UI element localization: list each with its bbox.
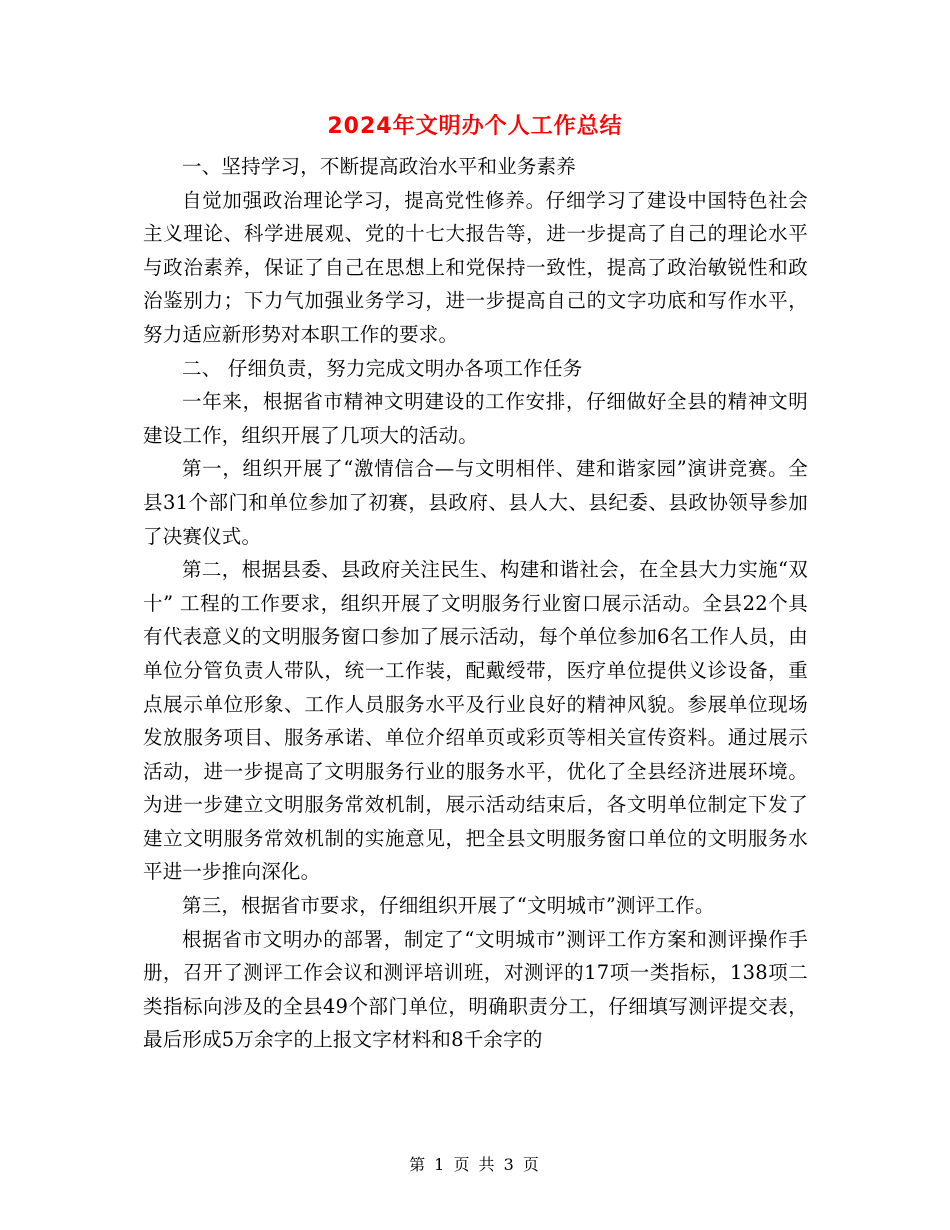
section-heading-2: 二、 仔细负责，努力完成文明办各项工作任务 [182, 356, 583, 380]
paragraph: 第二，根据县委、县政府关注民生、构建和谐社会，在全县大力实施“双十” 工程的工作要求，组织开展了文明服务行业窗口展示活动。全县22个具有代表意义的文明服务窗口参加了展示活动，每个单位参加6名工作人员，由单位分管负责人带队，统一工作装，配戴绶带，医疗单位提供义诊设备，重点展示单位形象、工作人员服务水平及行业良好的精神风貌。参展单位现场发放服务项目、服务承诺、单位介绍单页或彩页等相关宣传资料。通过展示活动，进一步提高了文明服务行业的服务水平，优化了全县经济进展环境。为进一步建立文明服务常效机制，展示活动结束后，各文明单位制定下发了建立文明服务常效机制的实施意见，把全县文明服务窗口单位的文明服务水平进一步推向深化。 [143, 558, 808, 884]
paragraph: 第一，组织开展了“激情信合—与文明相伴、建和谐家园”演讲竞赛。全县31个部门和单位参加了初赛，县政府、县人大、县纪委、县政协领导参加了决赛仪式。 [143, 457, 808, 548]
page-title: 2024年文明办个人工作总结 [327, 114, 623, 139]
paragraph: 根据省市文明办的部署，制定了“文明城市”测评工作方案和测评操作手册，召开了测评工作会议和测评培训班，对测评的17项一类指标，138项二类指标向涉及的全县49个部门单位，明确职责分工，仔细填写测评提交表，最后形成5万余字的上报文字材料和8千余字的 [143, 927, 808, 1052]
paragraph: 第三，根据省市要求，仔细组织开展了“文明城市”测评工作。 [182, 894, 715, 918]
document-body [143, 150, 808, 1057]
paragraph: 一年来，根据省市精神文明建设的工作安排，仔细做好全县的精神文明建设工作，组织开展了几项大的活动。 [143, 390, 808, 447]
page-number-footer: 第 1 页 共 3 页 [409, 1155, 541, 1174]
section-heading-1: 一、坚持学习，不断提高政治水平和业务素养 [182, 155, 577, 178]
paragraph: 自觉加强政治理论学习，提高党性修养。仔细学习了建设中国特色社会主义理论、科学进展观、党的十七大报告等，进一步提高了自己的理论水平与政治素养，保证了自己在思想上和党保持一致性，提高了政治敏锐性和政治鉴别力；下力气加强业务学习，进一步提高自己的文字功底和写作水平，努力适应新形势对本职工作的要求。 [143, 188, 808, 346]
